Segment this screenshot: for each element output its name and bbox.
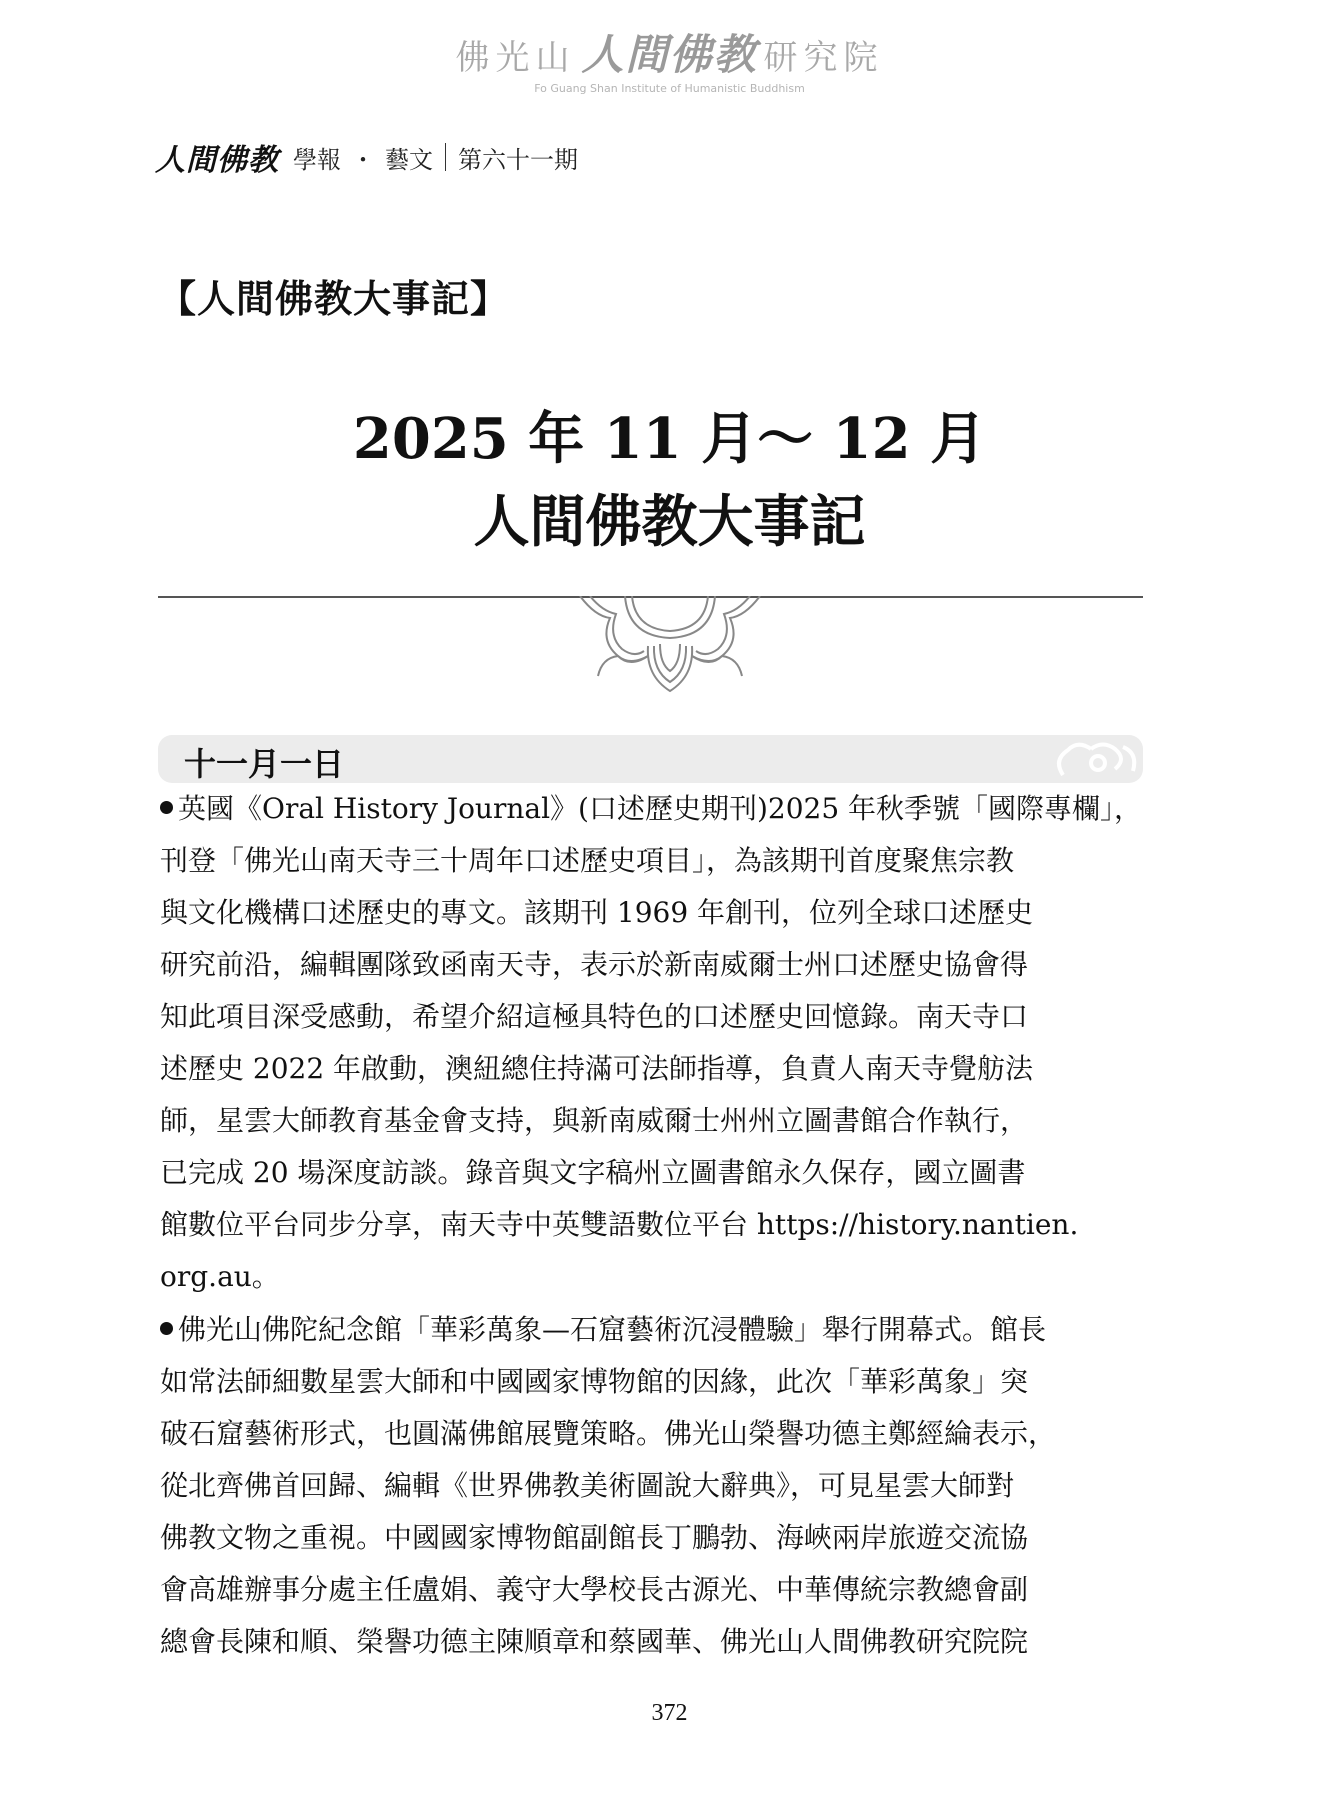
- journal-name: 學報: [293, 145, 341, 174]
- institute-logo-zh: [0, 22, 1339, 82]
- institute-logo: [0, 22, 1339, 95]
- date-heading: 十一月一日: [184, 745, 345, 783]
- journal-section: 藝文: [385, 145, 433, 174]
- entry-line: 會高雄辦事分處主任盧娟、義守大學校長古源光、中華傳統宗教總會副: [160, 1573, 1029, 1606]
- logo-zh-left: 佛光山: [455, 38, 576, 78]
- entry-oral-history: [160, 783, 1145, 1303]
- logo-zh-right: 研究院: [763, 38, 884, 78]
- institute-logo-en: Fo Guang Shan Institute of Humanistic Buddhism: [534, 82, 805, 95]
- journal-issue: 第六十一期: [458, 145, 578, 174]
- bullet-icon: [160, 801, 173, 814]
- entry-line: 與文化機構口述歷史的專文。該期刊 1969 年創刊，位列全球口述歷史: [160, 896, 1034, 929]
- entry-line: 刊登「佛光山南天寺三十周年口述歷史項目」，為該期刊首度聚焦宗教: [160, 844, 1015, 877]
- page-title-line2: 人間佛教大事記: [473, 489, 866, 555]
- entry-line: [160, 1304, 1145, 1356]
- entry-grotto-exhibition: [160, 1304, 1145, 1668]
- section-tag: 【人間佛教大事記】: [158, 276, 510, 321]
- entry-line: 師，星雲大師教育基金會支持，與新南威爾士州州立圖書館合作執行，: [160, 1104, 1029, 1137]
- entry-line: 破石窟藝術形式，也圓滿佛館展覽策略。佛光山榮譽功德主鄭經綸表示，: [160, 1417, 1057, 1450]
- entry-line: 如常法師細數星雲大師和中國國家博物館的因緣，此次「華彩萬象」突: [160, 1365, 1029, 1398]
- entry-line: org.au。: [160, 1260, 280, 1293]
- entry-line: 知此項目深受感動，希望介紹這極具特色的口述歷史回憶錄。南天寺口: [160, 1000, 1029, 1033]
- page-number: 372: [651, 1700, 688, 1726]
- entry-line: 述歷史 2022 年啟動，澳紐總住持滿可法師指導，負責人南天寺覺舫法: [160, 1052, 1034, 1085]
- page-title-line1: 2025 年 11 月～ 12 月: [352, 406, 987, 472]
- entry-line: 從北齊佛首回歸、編輯《世界佛教美術圖說大辭典》，可見星雲大師對: [160, 1469, 1015, 1502]
- entry-line-text: 佛光山佛陀紀念館「華彩萬象—石窟藝術沉浸體驗」舉行開幕式。館長: [178, 1313, 1047, 1346]
- entry-line: 館數位平台同步分享，南天寺中英雙語數位平台 https://history.nantien.: [160, 1208, 1079, 1241]
- entry-line: 研究前沿，編輯團隊致函南天寺，表示於新南威爾士州口述歷史協會得: [160, 948, 1029, 981]
- journal-dot: ・: [351, 145, 375, 174]
- entry-line: 總會長陳和順、榮譽功德主陳順章和蔡國華、佛光山人間佛教研究院院: [160, 1625, 1029, 1658]
- journal-brand: 人間佛教: [155, 143, 279, 178]
- journal-header: [155, 135, 578, 179]
- entry-line-text: 英國《Oral History Journal》(口述歷史期刊)2025 年秋季號「國際專欄」，: [178, 792, 1143, 825]
- date-heading-bar: [158, 735, 1143, 783]
- logo-zh-brand: 人間佛教: [581, 30, 758, 79]
- journal-divider: [445, 143, 446, 171]
- bullet-icon: [160, 1322, 173, 1335]
- lotus-ornament-icon: [540, 596, 800, 696]
- entry-line: 佛教文物之重視。中國國家博物館副館長丁鵬勃、海峽兩岸旅遊交流協: [160, 1521, 1029, 1554]
- entry-line: [160, 783, 1145, 835]
- entry-line: 已完成 20 場深度訪談。錄音與文字稿州立圖書館永久保存，國立圖書: [160, 1156, 1026, 1189]
- cloud-ornament-icon: [1043, 735, 1143, 783]
